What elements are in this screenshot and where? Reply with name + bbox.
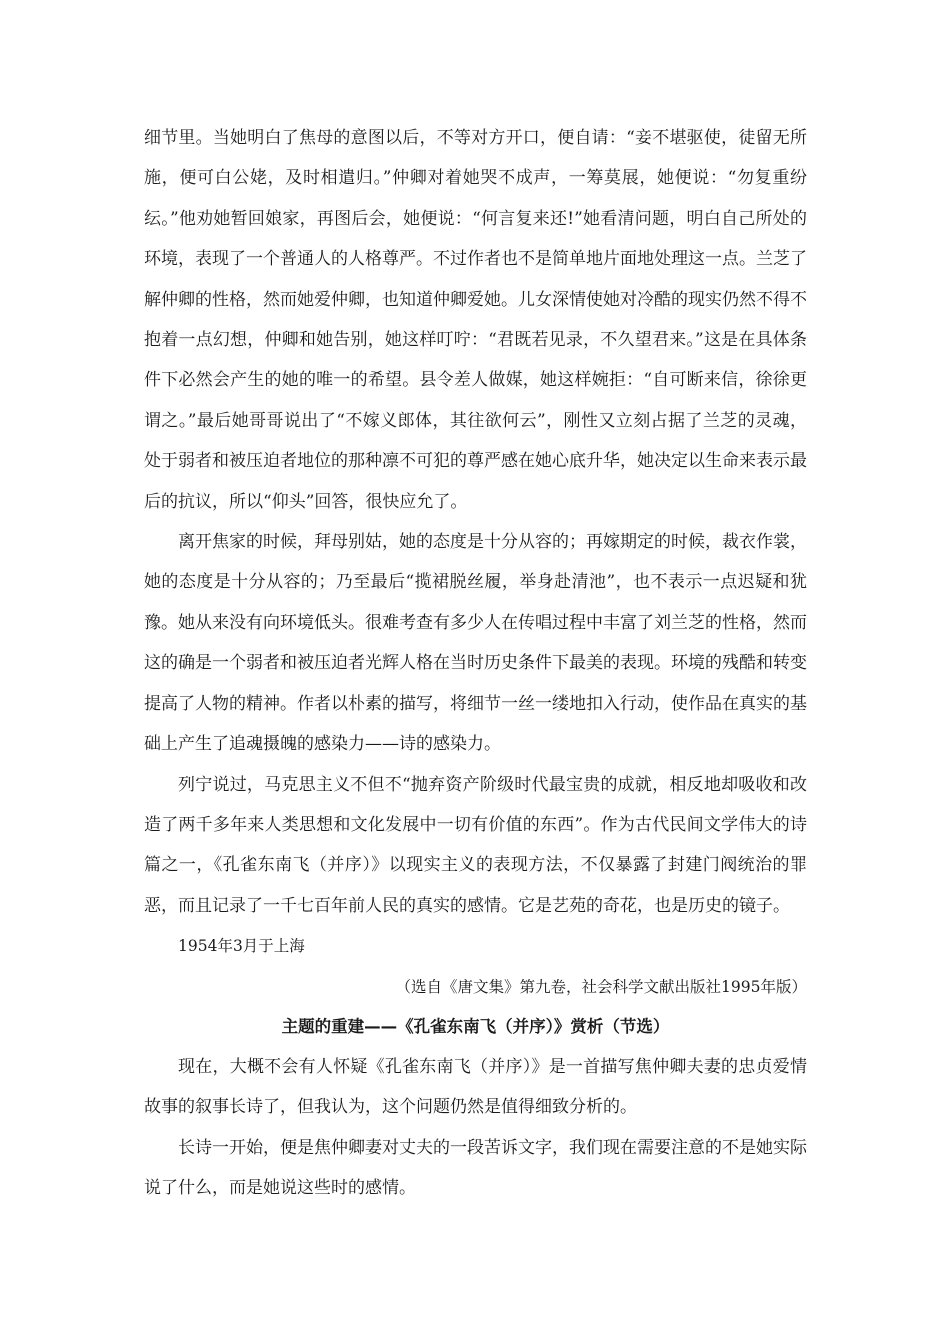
section-title: 主题的重建——《孔雀东南飞（并序）》赏析（节选） (281, 1016, 670, 1036)
source-citation: （选自《唐文集》第九卷，社会科学文献出版社1995年版） (395, 977, 807, 996)
paragraph: 现在，大概不会有人怀疑《孔雀东南飞（并序）》是一首描写焦仲卿夫妻的忠贞爱情故事的叙事长诗了，但我认为，这个问题仍然是值得细致分析的。 (144, 1056, 807, 1118)
paragraph: 列宁说过，马克思主义不但不“抛弃资产阶级时代最宝贵的成就，相反地却吸收和改造了两千多年来人类思想和文化发展中一切有价值的东西”。作为古代民间文学伟大的诗篇之一，《孔雀东南飞（并序）》以现实主义的表现方法，不仅暴露了封建门阀统治的罪恶，而且记录了一千七百年前人民的真实的感情。它是艺苑的奇花，也是历史的镜子。 (144, 774, 807, 916)
paragraph-continued: 细节里。当她明白了焦母的意图以后，不等对方开口，便自请：“妾不堪驱使，徒留无所施，便可白公姥，及时相遣归。”仲卿对着她哭不成声，一筹莫展，她便说：“勿复重纷纭。”他劝她暂回娘家，再图后会，她便说：“何言复来还!”她看清问题，明白自己所处的环境，表现了一个普通人的人格尊严。不过作者也不是简单地片面地处理这一点。兰芝了解仲卿的性格，然而她爱仲卿，也知道仲卿爱她。儿女深情使她对冷酷的现实仍然不得不抱着一点幻想，仲卿和她告别，她这样叮咛：“君既若见录，不久望君来。”这是在具体条件下必然会产生的她的唯一的希望。县令差人做媒，她这样婉拒：“自可断来信，徐徐更谓之。”最后她哥哥说出了“不嫁义郎体，其往欲何云”，刚性又立刻占据了兰芝的灵魂，处于弱者和被压迫者地位的那种凛不可犯的尊严感在她心底升华，她决定以生命来表示最后的抗议，所以“仰头”回答，很快应允了。 (144, 128, 807, 512)
paragraph: 离开焦家的时候，拜母别姑，她的态度是十分从容的；再嫁期定的时候，裁衣作裳，她的态度是十分从容的；乃至最后“揽裙脱丝履，举身赴清池”，也不表示一点迟疑和犹豫。她从来没有向环境低头。很难考查有多少人在传唱过程中丰富了刘兰芝的性格，然而这的确是一个弱者和被压迫者光辉人格在当时历史条件下最美的表现。环境的残酷和转变提高了人物的精神。作者以朴素的描写，将细节一丝一缕地扣入行动，使作品在真实的基础上产生了追魂摄魄的感染力——诗的感染力。 (144, 532, 807, 755)
paragraph: 长诗一开始，便是焦仲卿妻对丈夫的一段苦诉文字，我们现在需要注意的不是她实际说了什么，而是她说这些时的感情。 (144, 1137, 807, 1199)
dateline: 1954年3月于上海 (178, 937, 305, 956)
document-page (144, 118, 807, 1209)
